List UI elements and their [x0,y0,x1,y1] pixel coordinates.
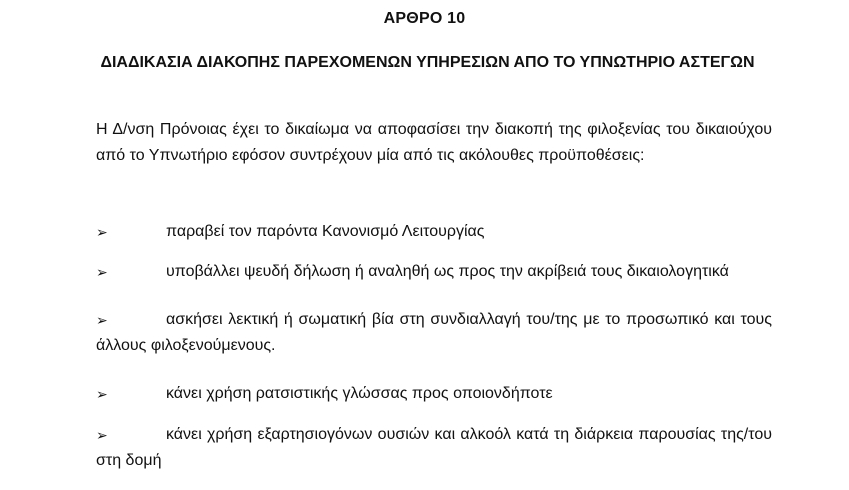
list-item [96,381,772,407]
list-item-text: κάνει χρήση ρατσιστικής γλώσσας προς οποιονδήποτε [166,385,553,402]
article-number: ΑΡΘΡΟ 10 [383,10,466,27]
arrow-bullet-icon: ➢ [96,312,108,328]
list-item-text: παραβεί τον παρόντα Κανονισμό Λειτουργίας [166,223,485,240]
list-item-text: κάνει χρήση εξαρτησιογόνων ουσιών και αλκοόλ κατά τη διάρκεια παρουσίας της/του στη δομή [96,426,772,469]
arrow-bullet-icon: ➢ [96,386,108,402]
arrow-bullet-icon: ➢ [96,427,108,443]
list-item [96,422,772,474]
list-item [96,259,772,285]
list-item [96,307,772,359]
list-item-text: ασκήσει λεκτική ή σωματική βία στη συνδιαλλαγή του/της με το προσωπικό και τους άλλους φιλοξενούμενους. [96,311,772,354]
article-title: ΔΙΑΔΙΚΑΣΙΑ ΔΙΑΚΟΠΗΣ ΠΑΡΕΧΟΜΕΝΩΝ ΥΠΗΡΕΣΙΩΝ ΑΠΟ ΤΟ ΥΠΝΩΤΗΡΙΟ ΑΣΤΕΓΩΝ [100,54,755,71]
intro-paragraph: Η Δ/νση Πρόνοιας έχει το δικαίωμα να αποφασίσει την διακοπή της φιλοξενίας του δικαιούχου από το Υπνωτήριο εφόσον συντρέχουν μία από τις ακόλουθες προϋποθέσεις: [96,121,772,164]
arrow-bullet-icon: ➢ [96,224,108,240]
list-item [96,219,772,245]
list-item-text: υποβάλλει ψευδή δήλωση ή αναληθή ως προς την ακρίβειά τους δικαιολογητικά [166,263,729,280]
arrow-bullet-icon: ➢ [96,264,108,280]
